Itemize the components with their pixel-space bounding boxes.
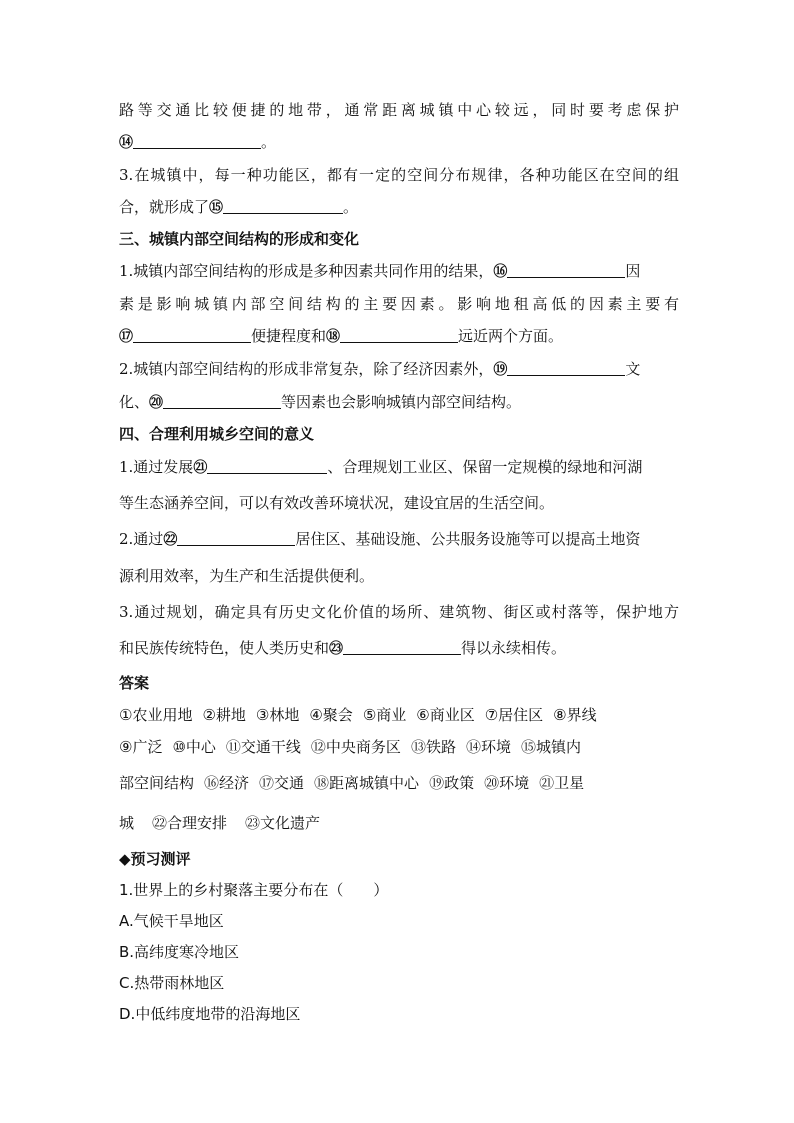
answer-item: ⑯经济 (204, 774, 250, 792)
answer-item: ㉑卫星 (539, 774, 585, 792)
blank-number: ⑱ (326, 329, 341, 345)
answer-item: ⑩中心 (172, 738, 216, 756)
blank-number: ⑭ (119, 135, 133, 151)
text-fragment: 远近两个方面。 (458, 327, 564, 345)
answer-item: ⑪交通干线 (225, 738, 301, 756)
text-fragment: 文 (625, 360, 641, 378)
blank-number: ㉑ (193, 460, 208, 476)
text-fragment: 1.通过发展 (119, 458, 194, 476)
answers-row (119, 699, 679, 731)
answer-item: ②耕地 (202, 706, 246, 724)
fill-blank[interactable] (133, 130, 261, 149)
text-line: 等生态涵养空间，可以有效改善环境状况，建设宜居的生活空间。 (119, 494, 555, 512)
text-line: 素是影响城镇内部空间结构的主要因素。影响地租高低的因素主要有 (119, 295, 679, 313)
answer-item: ⑲政策 (429, 774, 475, 792)
answer-item: ⑭环境 (465, 738, 511, 756)
answers-row (119, 763, 679, 803)
text-line (119, 353, 679, 386)
answer-item: ⑥商业区 (416, 706, 475, 724)
answer-item: ③林地 (255, 706, 300, 724)
text-fragment: 。 (261, 133, 277, 151)
blank-number: ㉓ (329, 641, 344, 657)
fill-blank[interactable] (223, 195, 343, 214)
text-fragment: 得以永续相传。 (461, 639, 567, 657)
document-page (119, 94, 679, 1030)
blank-number: ⑮ (209, 200, 224, 216)
answer-item: ㉒合理安排 (152, 814, 228, 832)
text-fragment: 便捷程度和 (251, 327, 327, 345)
fill-blank[interactable] (507, 259, 625, 278)
preview-title: ◆预习测评 (119, 850, 191, 868)
answers-row (119, 803, 679, 843)
section-heading: 三、城镇内部空间结构的形成和变化 (119, 230, 360, 248)
fill-blank[interactable] (507, 357, 625, 376)
blank-number: ⑲ (493, 362, 508, 378)
answer-item: ㉓文化遗产 (245, 814, 321, 832)
blank-number: ⑳ (149, 395, 164, 411)
fill-blank[interactable] (133, 324, 251, 343)
answer-item: ⑰交通 (259, 774, 305, 792)
answer-item: 部空间结构 (119, 774, 195, 792)
answer-item: ⑱距离城镇中心 (314, 774, 420, 792)
text-fragment: 等因素也会影响城镇内部空间结构。 (281, 393, 522, 411)
text-fragment: 1.城镇内部空间结构的形成是多种因素共同作用的结果， (119, 262, 494, 280)
answers-row (119, 731, 679, 763)
text-line: 源利用效率，为生产和生活提供便利。 (119, 567, 375, 585)
text-fragment: 2.通过 (119, 530, 164, 548)
blank-number: ㉒ (163, 532, 178, 548)
text-fragment: 和民族传统特色，使人类历史和 (119, 639, 330, 657)
answer-item: ①农业用地 (119, 706, 193, 724)
section-heading: 四、合理利用城乡空间的意义 (119, 425, 315, 443)
text-fragment: 2.城镇内部空间结构的形成非常复杂，除了经济因素外， (119, 360, 494, 378)
text-line (119, 191, 679, 224)
answer-item: ⑮城镇内 (520, 738, 581, 756)
answer-item: ⑫中央商务区 (310, 738, 401, 756)
fill-blank[interactable] (340, 324, 458, 343)
answer-item: ⑦居住区 (484, 706, 544, 724)
fill-blank[interactable] (343, 636, 461, 655)
text-line (119, 630, 679, 667)
answer-item: ⑤商业 (362, 706, 407, 724)
option-d[interactable]: D.中低纬度地带的沿海地区 (119, 1005, 301, 1023)
text-line (119, 521, 679, 558)
answers-title: 答案 (119, 674, 150, 692)
text-fragment: 化、 (119, 393, 150, 411)
answer-item: 城 (119, 814, 135, 832)
text-line (119, 320, 679, 353)
text-line (119, 450, 679, 485)
text-line (119, 126, 679, 159)
answer-item: ⑬铁路 (410, 738, 456, 756)
blank-number: ⑰ (119, 329, 133, 345)
answer-item: ⑳环境 (484, 774, 530, 792)
answer-item: ⑧界线 (553, 706, 597, 724)
option-c[interactable]: C.热带雨林地区 (119, 974, 225, 992)
text-line (119, 386, 679, 419)
text-fragment: 居住区、基础设施、公共服务设施等可以提高土地资 (295, 530, 641, 548)
text-fragment: 因 (625, 262, 641, 280)
text-line (119, 255, 679, 288)
text-line: 3.通过规划，确定具有历史文化价值的场所、建筑物、街区或村落等，保护地方 (119, 603, 679, 621)
text-fragment: 。 (343, 198, 359, 216)
question-text: 1.世界上的乡村聚落主要分布在（ ） (119, 881, 389, 899)
fill-blank[interactable] (207, 455, 327, 474)
text-fragment: 、合理规划工业区、保留一定规模的绿地和河湖 (327, 458, 643, 476)
blank-number: ⑯ (493, 264, 508, 280)
option-b[interactable]: B.高纬度寒冷地区 (119, 943, 240, 961)
option-a[interactable]: A.气候干旱地区 (119, 912, 224, 930)
fill-blank[interactable] (177, 527, 295, 546)
text-line: 路等交通比较便捷的地带，通常距离城镇中心较远，同时要考虑保护 (119, 101, 679, 119)
fill-blank[interactable] (163, 390, 281, 409)
text-line: 3.在城镇中，每一种功能区，都有一定的空间分布规律，各种功能区在空间的组 (119, 166, 679, 184)
answer-item: ④聚会 (309, 706, 353, 724)
text-fragment: 合，就形成了 (119, 198, 210, 216)
answer-item: ⑨广泛 (119, 738, 163, 756)
